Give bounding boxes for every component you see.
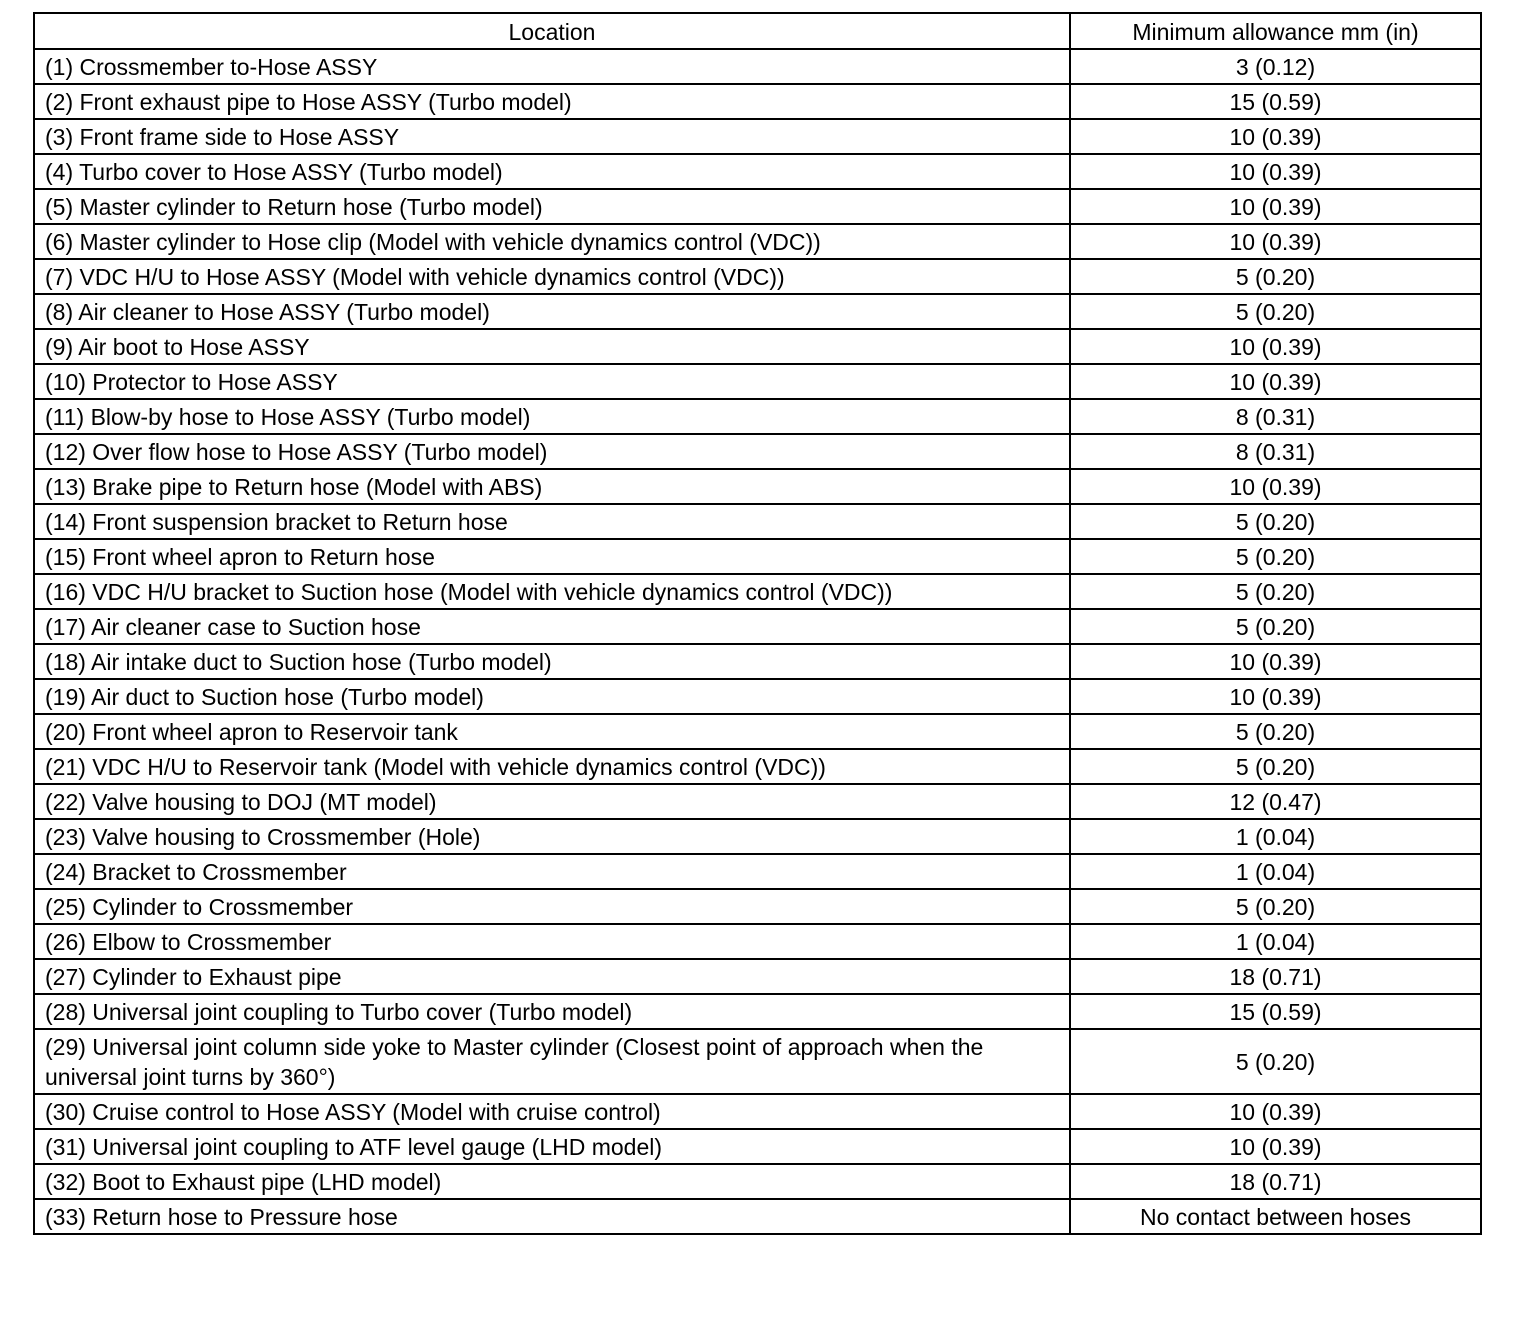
location-cell: (5) Master cylinder to Return hose (Turbo model): [34, 189, 1070, 224]
location-cell: (7) VDC H/U to Hose ASSY (Model with vehicle dynamics control (VDC)): [34, 259, 1070, 294]
allowance-cell: 12 (0.47): [1070, 784, 1481, 819]
table-row: [34, 119, 1481, 154]
table-row: [34, 364, 1481, 399]
allowance-cell: 5 (0.20): [1070, 889, 1481, 924]
allowance-cell: 5 (0.20): [1070, 504, 1481, 539]
location-cell: (25) Cylinder to Crossmember: [34, 889, 1070, 924]
location-cell: (2) Front exhaust pipe to Hose ASSY (Turbo model): [34, 84, 1070, 119]
location-cell: (11) Blow-by hose to Hose ASSY (Turbo model): [34, 399, 1070, 434]
table-row: [34, 1129, 1481, 1164]
location-cell: (23) Valve housing to Crossmember (Hole): [34, 819, 1070, 854]
allowance-cell: 10 (0.39): [1070, 679, 1481, 714]
table-body: [34, 49, 1481, 1234]
allowance-cell: No contact between hoses: [1070, 1199, 1481, 1234]
header-location: Location: [34, 13, 1070, 49]
table-row: [34, 679, 1481, 714]
table-row: [34, 259, 1481, 294]
location-cell: (12) Over flow hose to Hose ASSY (Turbo model): [34, 434, 1070, 469]
table-row: [34, 224, 1481, 259]
table-row: [34, 1029, 1481, 1094]
table-row: [34, 644, 1481, 679]
clearance-table: [33, 12, 1482, 1235]
table-row: [34, 714, 1481, 749]
table-row: [34, 924, 1481, 959]
allowance-cell: 10 (0.39): [1070, 469, 1481, 504]
table-row: [34, 399, 1481, 434]
table-row: [34, 574, 1481, 609]
location-cell: (1) Crossmember to-Hose ASSY: [34, 49, 1070, 84]
table-row: [34, 469, 1481, 504]
location-cell: (15) Front wheel apron to Return hose: [34, 539, 1070, 574]
table-row: [34, 959, 1481, 994]
table-row: [34, 504, 1481, 539]
table-row: [34, 189, 1481, 224]
allowance-cell: 10 (0.39): [1070, 1129, 1481, 1164]
location-cell: (33) Return hose to Pressure hose: [34, 1199, 1070, 1234]
location-cell: (24) Bracket to Crossmember: [34, 854, 1070, 889]
location-cell: (22) Valve housing to DOJ (MT model): [34, 784, 1070, 819]
allowance-cell: 15 (0.59): [1070, 994, 1481, 1029]
allowance-cell: 5 (0.20): [1070, 294, 1481, 329]
allowance-cell: 5 (0.20): [1070, 574, 1481, 609]
location-cell: (16) VDC H/U bracket to Suction hose (Model with vehicle dynamics control (VDC)): [34, 574, 1070, 609]
location-cell: (26) Elbow to Crossmember: [34, 924, 1070, 959]
allowance-cell: 1 (0.04): [1070, 924, 1481, 959]
table-header-row: [34, 13, 1481, 49]
table-row: [34, 749, 1481, 784]
location-cell: (27) Cylinder to Exhaust pipe: [34, 959, 1070, 994]
allowance-cell: 8 (0.31): [1070, 434, 1481, 469]
location-cell: (6) Master cylinder to Hose clip (Model with vehicle dynamics control (VDC)): [34, 224, 1070, 259]
location-cell: (31) Universal joint coupling to ATF level gauge (LHD model): [34, 1129, 1070, 1164]
table-row: [34, 1199, 1481, 1234]
allowance-cell: 10 (0.39): [1070, 189, 1481, 224]
location-cell: (32) Boot to Exhaust pipe (LHD model): [34, 1164, 1070, 1199]
allowance-cell: 10 (0.39): [1070, 154, 1481, 189]
location-cell: (21) VDC H/U to Reservoir tank (Model with vehicle dynamics control (VDC)): [34, 749, 1070, 784]
allowance-cell: 5 (0.20): [1070, 749, 1481, 784]
location-cell: (14) Front suspension bracket to Return hose: [34, 504, 1070, 539]
table-row: [34, 784, 1481, 819]
allowance-cell: 15 (0.59): [1070, 84, 1481, 119]
allowance-cell: 1 (0.04): [1070, 854, 1481, 889]
location-cell: (20) Front wheel apron to Reservoir tank: [34, 714, 1070, 749]
location-cell: (13) Brake pipe to Return hose (Model with ABS): [34, 469, 1070, 504]
allowance-cell: 5 (0.20): [1070, 259, 1481, 294]
table-row: [34, 49, 1481, 84]
table-row: [34, 1164, 1481, 1199]
allowance-cell: 5 (0.20): [1070, 714, 1481, 749]
table-row: [34, 609, 1481, 644]
allowance-cell: 5 (0.20): [1070, 609, 1481, 644]
allowance-cell: 5 (0.20): [1070, 539, 1481, 574]
location-cell: (17) Air cleaner case to Suction hose: [34, 609, 1070, 644]
location-cell: (19) Air duct to Suction hose (Turbo model): [34, 679, 1070, 714]
location-cell: (29) Universal joint column side yoke to Master cylinder (Closest point of approach when the universal joint turns by 360°): [34, 1029, 1070, 1094]
allowance-cell: 18 (0.71): [1070, 959, 1481, 994]
table-row: [34, 994, 1481, 1029]
allowance-cell: 10 (0.39): [1070, 644, 1481, 679]
location-cell: (28) Universal joint coupling to Turbo cover (Turbo model): [34, 994, 1070, 1029]
table-row: [34, 539, 1481, 574]
allowance-cell: 10 (0.39): [1070, 224, 1481, 259]
table-row: [34, 84, 1481, 119]
table-row: [34, 854, 1481, 889]
table-row: [34, 819, 1481, 854]
header-minimum-allowance: Minimum allowance mm (in): [1070, 13, 1481, 49]
table-row: [34, 329, 1481, 364]
allowance-cell: 10 (0.39): [1070, 119, 1481, 154]
location-cell: (3) Front frame side to Hose ASSY: [34, 119, 1070, 154]
location-cell: (18) Air intake duct to Suction hose (Turbo model): [34, 644, 1070, 679]
allowance-cell: 3 (0.12): [1070, 49, 1481, 84]
table-row: [34, 154, 1481, 189]
allowance-cell: 10 (0.39): [1070, 1094, 1481, 1129]
location-cell: (8) Air cleaner to Hose ASSY (Turbo model): [34, 294, 1070, 329]
allowance-cell: 5 (0.20): [1070, 1029, 1481, 1094]
allowance-cell: 8 (0.31): [1070, 399, 1481, 434]
table-row: [34, 1094, 1481, 1129]
allowance-cell: 10 (0.39): [1070, 364, 1481, 399]
location-cell: (4) Turbo cover to Hose ASSY (Turbo model): [34, 154, 1070, 189]
allowance-cell: 10 (0.39): [1070, 329, 1481, 364]
table-row: [34, 294, 1481, 329]
allowance-cell: 1 (0.04): [1070, 819, 1481, 854]
allowance-cell: 18 (0.71): [1070, 1164, 1481, 1199]
location-cell: (30) Cruise control to Hose ASSY (Model with cruise control): [34, 1094, 1070, 1129]
table-row: [34, 889, 1481, 924]
location-cell: (9) Air boot to Hose ASSY: [34, 329, 1070, 364]
table-row: [34, 434, 1481, 469]
location-cell: (10) Protector to Hose ASSY: [34, 364, 1070, 399]
